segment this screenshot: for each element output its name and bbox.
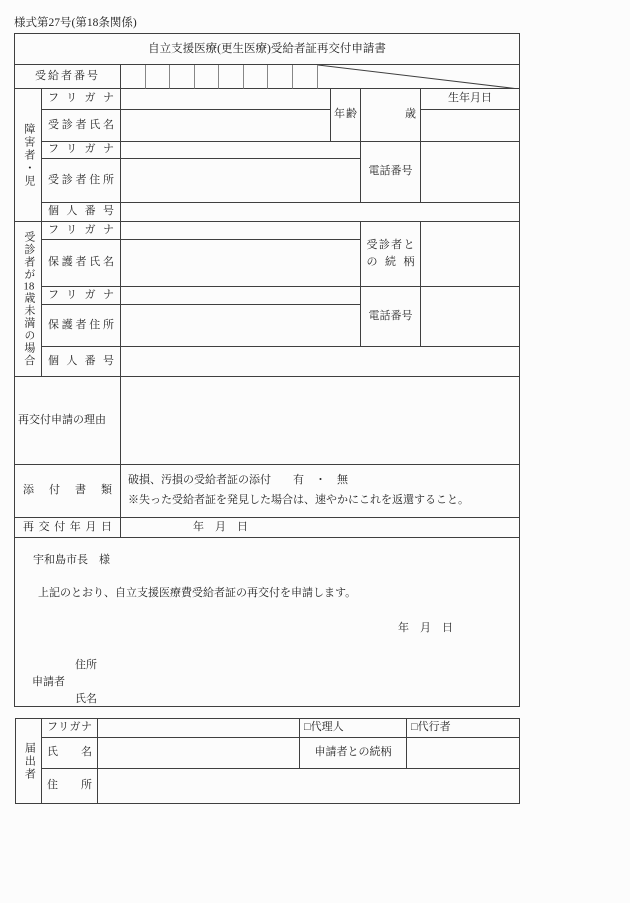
reason-field [121,377,519,465]
reissue-date-value: 年 月 日 [193,520,248,533]
recipient-number-digit-cell [244,65,268,89]
attachment-content-cell [121,465,519,518]
application-statement: 上記のとおり、自立支援医療費受給者証の再交付を申請します。 [38,587,357,599]
notifier-furigana-field [98,719,300,738]
recipient-number-digit-cell [268,65,293,89]
guardian-furigana-label: フリガナ [48,223,114,236]
birthdate-field [421,110,519,142]
patient-phone-label: 電話番号 [368,165,413,178]
guardian-phone-label-cell [361,287,421,347]
guardian-furigana2-field [121,287,361,305]
proxy-option-cell [407,719,519,738]
application-date-line: 年 月 日 [398,622,453,634]
guardian-furigana2-label: フリガナ [48,288,114,301]
patient-personal-no-label-cell [42,203,121,222]
recipient-number-label: 受給者番号 [35,69,100,82]
attachment-line1: 破損、汚損の受給者証の添付 有 ・ 無 [128,474,348,487]
agent-checkbox-icon: □ [304,721,311,734]
applicant-address-label: 住所 [75,659,97,671]
notifier-address-field [98,769,519,803]
patient-personal-no-label: 個人番号 [48,205,114,218]
guardian-phone-label: 電話番号 [368,309,413,322]
patient-name-label: 受診者氏名 [48,118,114,131]
recipient-number-void-cell [318,65,519,89]
guardian-address-label: 保護者住所 [48,318,114,331]
recipient-number-digit-cell [293,65,318,89]
age-unit-label: 歳 [405,108,416,121]
patient-furigana-label: フリガナ [48,92,114,105]
birthdate-label-cell [421,89,519,110]
form-title: 自立支援医療(更生医療)受給者証再交付申請書 [148,42,386,55]
patient-section-label: 障害者・児 [22,122,35,188]
form-title-cell [15,34,519,65]
guardian-personal-no-label: 個人番号 [48,354,114,367]
recipient-number-digit-cell [121,65,146,89]
recipient-number-digit-cell [146,65,170,89]
recipient-number-digit-cell [195,65,219,89]
guardian-furigana-label-cell [42,222,121,240]
closing-block [15,538,519,706]
attachment-label: 添付書類 [23,484,112,497]
attachment-label-cell [15,465,121,518]
guardian-section-label: 受診者が18歳未満の場合 [22,231,35,367]
relation-label-cell [361,222,421,287]
age-value-cell [361,89,421,142]
relation-label: 受診者と の続柄 [366,239,415,268]
patient-phone-field [421,142,519,203]
guardian-phone-field [421,287,519,347]
birthdate-label: 生年月日 [448,92,492,105]
age-label: 年齢 [334,108,357,121]
proxy-checkbox-icon: □ [411,721,418,734]
patient-furigana2-label-cell [42,142,121,159]
patient-section-side-cell [15,89,42,222]
proxy-label: 代行者 [417,721,451,734]
notifier-name-label-cell [42,738,98,769]
notifier-address-label-cell [42,769,98,803]
notifier-furigana-label-cell [42,719,98,738]
patient-address-label: 受診者住所 [48,173,114,186]
notifier-name-label: 氏名 [47,746,92,759]
agent-label: 代理人 [310,721,344,734]
patient-phone-label-cell [361,142,421,203]
addressee-line: 宇和島市長 様 [33,554,110,566]
notifier-furigana-label: フリガナ [47,721,92,734]
guardian-furigana2-label-cell [42,287,121,305]
reissue-date-field [121,518,519,538]
notifier-relation-label: 申請者との続柄 [314,746,392,759]
main-form-table [14,33,520,707]
guardian-personal-no-field [121,347,519,377]
attachment-line2: ※失った受給者証を発見した場合は、速やかにこれを返還すること。 [128,494,469,506]
patient-furigana2-label: フリガナ [48,143,114,156]
recipient-number-label-cell [15,65,121,89]
diagonal-line [318,65,519,89]
reason-label: 再交付申請の理由 [18,413,106,426]
guardian-name-label: 保護者氏名 [48,256,114,269]
agent-option-cell [300,719,407,738]
notifier-side-cell [16,719,42,803]
reissue-date-label: 再交付年月日 [23,520,112,533]
guardian-address-field [121,305,361,347]
notifier-relation-label-cell [300,738,407,769]
guardian-name-field [121,240,361,287]
age-label-cell [331,89,361,142]
patient-name-field [121,110,331,142]
reason-label-cell [15,377,121,465]
patient-furigana2-field [121,142,361,159]
recipient-number-digit-cell [170,65,195,89]
notifier-section-label: 届出者 [23,741,36,781]
applicant-label: 申請者 [32,676,65,688]
guardian-section-side-cell [15,222,42,377]
notifier-relation-field [407,738,519,769]
patient-personal-no-field [121,203,519,222]
patient-name-label-cell [42,110,121,142]
notifier-table [15,718,520,804]
patient-address-field [121,159,361,203]
form-number: 様式第27号(第18条関係) [14,17,137,29]
reissue-date-label-cell [15,518,121,538]
recipient-number-digit-cell [219,65,244,89]
guardian-personal-no-label-cell [42,347,121,377]
relation-field [421,222,519,287]
guardian-furigana-field [121,222,361,240]
guardian-name-label-cell [42,240,121,287]
guardian-address-label-cell [42,305,121,347]
applicant-name-label: 氏名 [75,693,97,705]
patient-furigana-field [121,89,331,110]
patient-furigana-label-cell [42,89,121,110]
patient-address-label-cell [42,159,121,203]
notifier-address-label: 住所 [47,779,92,792]
notifier-name-field [98,738,300,769]
